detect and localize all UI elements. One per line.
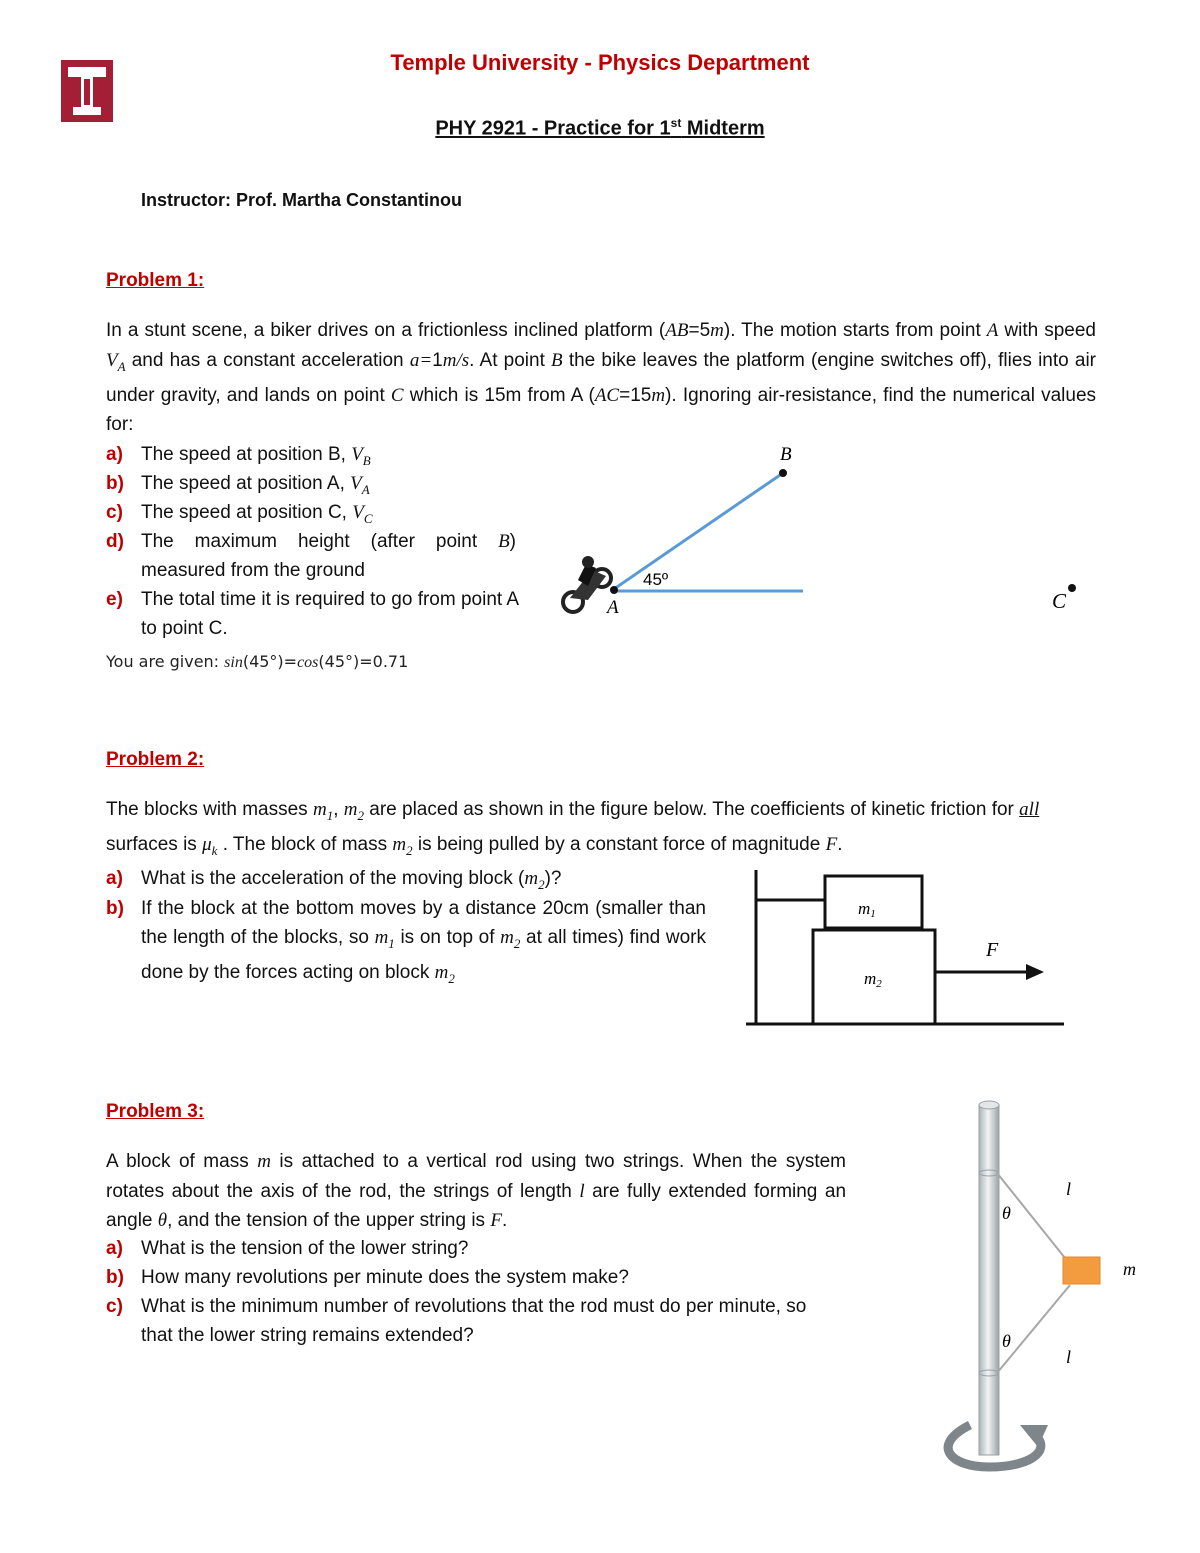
p3-item-c-text: What is the minimum number of revolutions that the rod must do per minute, so that the lower string remains extended? bbox=[141, 1296, 807, 1346]
block-m1 bbox=[825, 876, 922, 928]
p1-v2: m bbox=[710, 320, 724, 341]
p1-item-d bbox=[106, 527, 516, 585]
p1-v7: B bbox=[551, 349, 563, 371]
given-cos: cos bbox=[297, 654, 319, 671]
blocks-figure bbox=[740, 860, 1070, 1032]
force-arrow-head bbox=[1026, 964, 1044, 980]
p2-t4: surfaces is bbox=[106, 834, 203, 856]
mass-label: m bbox=[1123, 1259, 1136, 1279]
p2-item-b-var1: m bbox=[374, 927, 389, 948]
p2-item-b-label: b) bbox=[106, 898, 124, 919]
p2-item-b-t1: If the block at the bottom moves by a distance 20cm (smaller than the length of the blocks, so bbox=[141, 898, 706, 948]
point-b bbox=[779, 469, 787, 477]
p1-item-e-text: The total time it is required to go from point A to point C. bbox=[141, 589, 519, 639]
p2-t1: The blocks with masses bbox=[106, 799, 313, 820]
given-sin: sin bbox=[224, 654, 243, 671]
problem-1-heading: Problem 1: bbox=[106, 270, 205, 291]
p1-item-b-var: V bbox=[350, 473, 362, 494]
p3-item-b-text: How many revolutions per minute does the system make? bbox=[141, 1267, 629, 1288]
p3-item-c bbox=[106, 1292, 826, 1350]
p3-t1: A block of mass bbox=[106, 1151, 258, 1172]
p1-t11: ). Ignoring air-resistance, find the numerical values for: bbox=[106, 384, 1097, 436]
theta-lower-label: θ bbox=[1002, 1331, 1011, 1351]
mass-block bbox=[1063, 1257, 1100, 1284]
p1-item-e bbox=[106, 585, 526, 643]
point-c bbox=[1068, 584, 1076, 592]
m1-label-var: m bbox=[858, 899, 871, 918]
given-values bbox=[106, 652, 408, 672]
p2-t7: . bbox=[837, 834, 843, 856]
p3-t2: is attached to a vertical rod using two strings. When the system rotates about the axis of the rod, the strings of length bbox=[106, 1151, 846, 1202]
problem-3-heading: Problem 3: bbox=[106, 1101, 205, 1122]
p3-item-a bbox=[106, 1234, 846, 1263]
p2-item-b-t2: is on top of bbox=[394, 927, 501, 948]
p1-s4: A bbox=[117, 358, 126, 374]
p1-item-d-text-b: ) measured from the ground bbox=[141, 531, 516, 581]
force-label: F bbox=[986, 939, 999, 961]
p2-item-b-sub3: 2 bbox=[448, 970, 455, 986]
p2-s1: 1 bbox=[326, 807, 334, 823]
p2-item-a-text-b: )? bbox=[544, 868, 562, 889]
p2-item-a-text-a: What is the acceleration of the moving block ( bbox=[141, 868, 525, 889]
p1-item-c-text: The speed at position C, bbox=[141, 502, 353, 523]
problem-1-text bbox=[106, 316, 1096, 440]
rod-top bbox=[979, 1101, 999, 1109]
p1-item-c-sub: C bbox=[363, 510, 373, 526]
p1-v9: AC bbox=[594, 384, 620, 406]
p1-v8: C bbox=[390, 384, 404, 406]
p1-item-a-text: The speed at position B, bbox=[141, 444, 352, 465]
label-b: B bbox=[780, 444, 792, 465]
lower-string bbox=[997, 1285, 1070, 1373]
p2-v1: m bbox=[312, 799, 327, 820]
p2-s3: 2 bbox=[406, 843, 413, 859]
p2-all: all bbox=[1019, 799, 1040, 820]
p2-t3: are placed as shown in the figure below. The coefficients of kinetic friction for bbox=[364, 799, 1020, 820]
p1-item-d-var: B bbox=[498, 531, 510, 552]
p2-item-b-t3: at all times) find work done by the forces acting on block bbox=[141, 927, 706, 983]
p2-vF: F bbox=[825, 834, 838, 856]
course-title-sup: st bbox=[670, 116, 682, 130]
p2-item-a-label: a) bbox=[106, 868, 123, 889]
vertical-rod bbox=[979, 1105, 999, 1455]
p1-v6: m/s bbox=[442, 349, 470, 371]
p3-t4: , and the tension of the upper string is bbox=[167, 1210, 491, 1231]
p2-item-a-sub: 2 bbox=[538, 876, 545, 892]
p1-item-d-text-a: The maximum height (after point bbox=[141, 531, 499, 552]
p1-t10: =15 bbox=[619, 384, 652, 406]
given-prefix: You are given: bbox=[106, 652, 225, 671]
p1-t8: the bike leaves the platform (engine switches off), flies into air under gravity, and lands on point bbox=[106, 349, 1096, 406]
p1-item-a-var: V bbox=[351, 444, 363, 465]
p1-item-a-label: a) bbox=[106, 444, 123, 465]
p1-item-a-sub: B bbox=[362, 452, 371, 468]
p1-v10: m bbox=[651, 384, 666, 406]
length-upper-label: l bbox=[1066, 1179, 1072, 1199]
p1-v5: a= bbox=[409, 349, 433, 371]
p3-item-a-label: a) bbox=[106, 1238, 123, 1259]
p2-t2: , bbox=[333, 799, 344, 820]
p2-mu: μ bbox=[202, 834, 212, 856]
p1-t3: ). The motion starts from point bbox=[723, 320, 987, 341]
p1-t4: with speed bbox=[998, 320, 1096, 341]
university-title: Temple University - Physics Department bbox=[390, 50, 810, 75]
angle-label: 45º bbox=[643, 570, 669, 589]
biker-icon bbox=[563, 556, 611, 612]
p2-item-a-var: m bbox=[524, 868, 539, 889]
p1-v4: V bbox=[106, 349, 118, 371]
p2-t5: . The block of mass bbox=[217, 834, 393, 856]
p1-item-e-label: e) bbox=[106, 589, 123, 610]
p3-v1: m bbox=[257, 1151, 271, 1172]
problem-2-heading: Problem 2: bbox=[106, 749, 205, 770]
p2-item-b-var2: m bbox=[500, 927, 514, 948]
p3-v4: F bbox=[490, 1210, 502, 1231]
m2-label-var: m bbox=[864, 969, 877, 988]
p1-t2: =5 bbox=[688, 320, 711, 341]
p1-t6: 1 bbox=[432, 349, 443, 371]
p2-v2: m bbox=[343, 799, 358, 820]
p2-item-b-var3: m bbox=[434, 961, 449, 983]
course-title-prefix: PHY 2921 - Practice for 1 bbox=[435, 117, 671, 140]
label-c: C bbox=[1052, 589, 1067, 613]
instructor-line: Instructor: Prof. Martha Constantinou bbox=[141, 190, 462, 210]
p1-t7: . At point bbox=[469, 349, 552, 371]
length-lower-label: l bbox=[1066, 1347, 1072, 1367]
label-a: A bbox=[607, 597, 619, 618]
rotating-rod-figure bbox=[920, 1095, 1160, 1480]
p1-item-d-label: d) bbox=[106, 531, 124, 552]
p3-v3: θ bbox=[157, 1210, 168, 1231]
p1-v1: AB bbox=[665, 320, 689, 341]
p3-t5: . bbox=[501, 1210, 508, 1231]
p2-mus: k bbox=[211, 843, 218, 859]
p1-item-c-label: c) bbox=[106, 502, 123, 523]
p1-t5: and has a constant acceleration bbox=[125, 349, 410, 371]
point-a bbox=[610, 586, 618, 594]
p2-v3: m bbox=[392, 834, 407, 856]
p3-item-b bbox=[106, 1263, 846, 1292]
p1-item-b-label: b) bbox=[106, 473, 124, 494]
p1-item-c-var: V bbox=[352, 502, 364, 523]
theta-upper-label: θ bbox=[1002, 1203, 1011, 1223]
p2-s2: 2 bbox=[357, 807, 364, 823]
problem-3-text bbox=[106, 1147, 846, 1236]
p2-t6: is being pulled by a constant force of magnitude bbox=[412, 834, 826, 856]
p3-item-c-label: c) bbox=[106, 1296, 123, 1317]
p3-item-a-text: What is the tension of the lower string? bbox=[141, 1238, 469, 1259]
given-mid1: (45°)= bbox=[242, 652, 298, 671]
p1-item-b-sub: A bbox=[361, 481, 370, 497]
p2-item-b bbox=[106, 894, 706, 993]
given-mid2: (45°)=0.71 bbox=[318, 652, 409, 671]
course-title-suffix: Midterm bbox=[681, 117, 765, 140]
m1-label-sub: 1 bbox=[870, 908, 876, 920]
p1-t1: In a stunt scene, a biker drives on a frictionless inclined platform ( bbox=[106, 320, 666, 341]
incline-figure bbox=[540, 430, 1100, 630]
p1-item-b-text: The speed at position A, bbox=[141, 473, 351, 494]
p1-t9: which is 15m from A ( bbox=[403, 384, 595, 406]
p2-item-b-sub1: 1 bbox=[388, 935, 395, 951]
m2-label-sub: 2 bbox=[876, 978, 882, 990]
p3-t3: are fully extended forming an angle bbox=[106, 1180, 847, 1231]
p3-item-b-label: b) bbox=[106, 1267, 124, 1288]
p3-v2: l bbox=[579, 1180, 585, 1202]
p2-item-b-sub2: 2 bbox=[513, 935, 521, 951]
incline-line bbox=[614, 473, 783, 589]
course-title bbox=[0, 116, 1200, 141]
p1-v3: A bbox=[986, 320, 999, 341]
problem-2-text bbox=[106, 795, 1096, 866]
